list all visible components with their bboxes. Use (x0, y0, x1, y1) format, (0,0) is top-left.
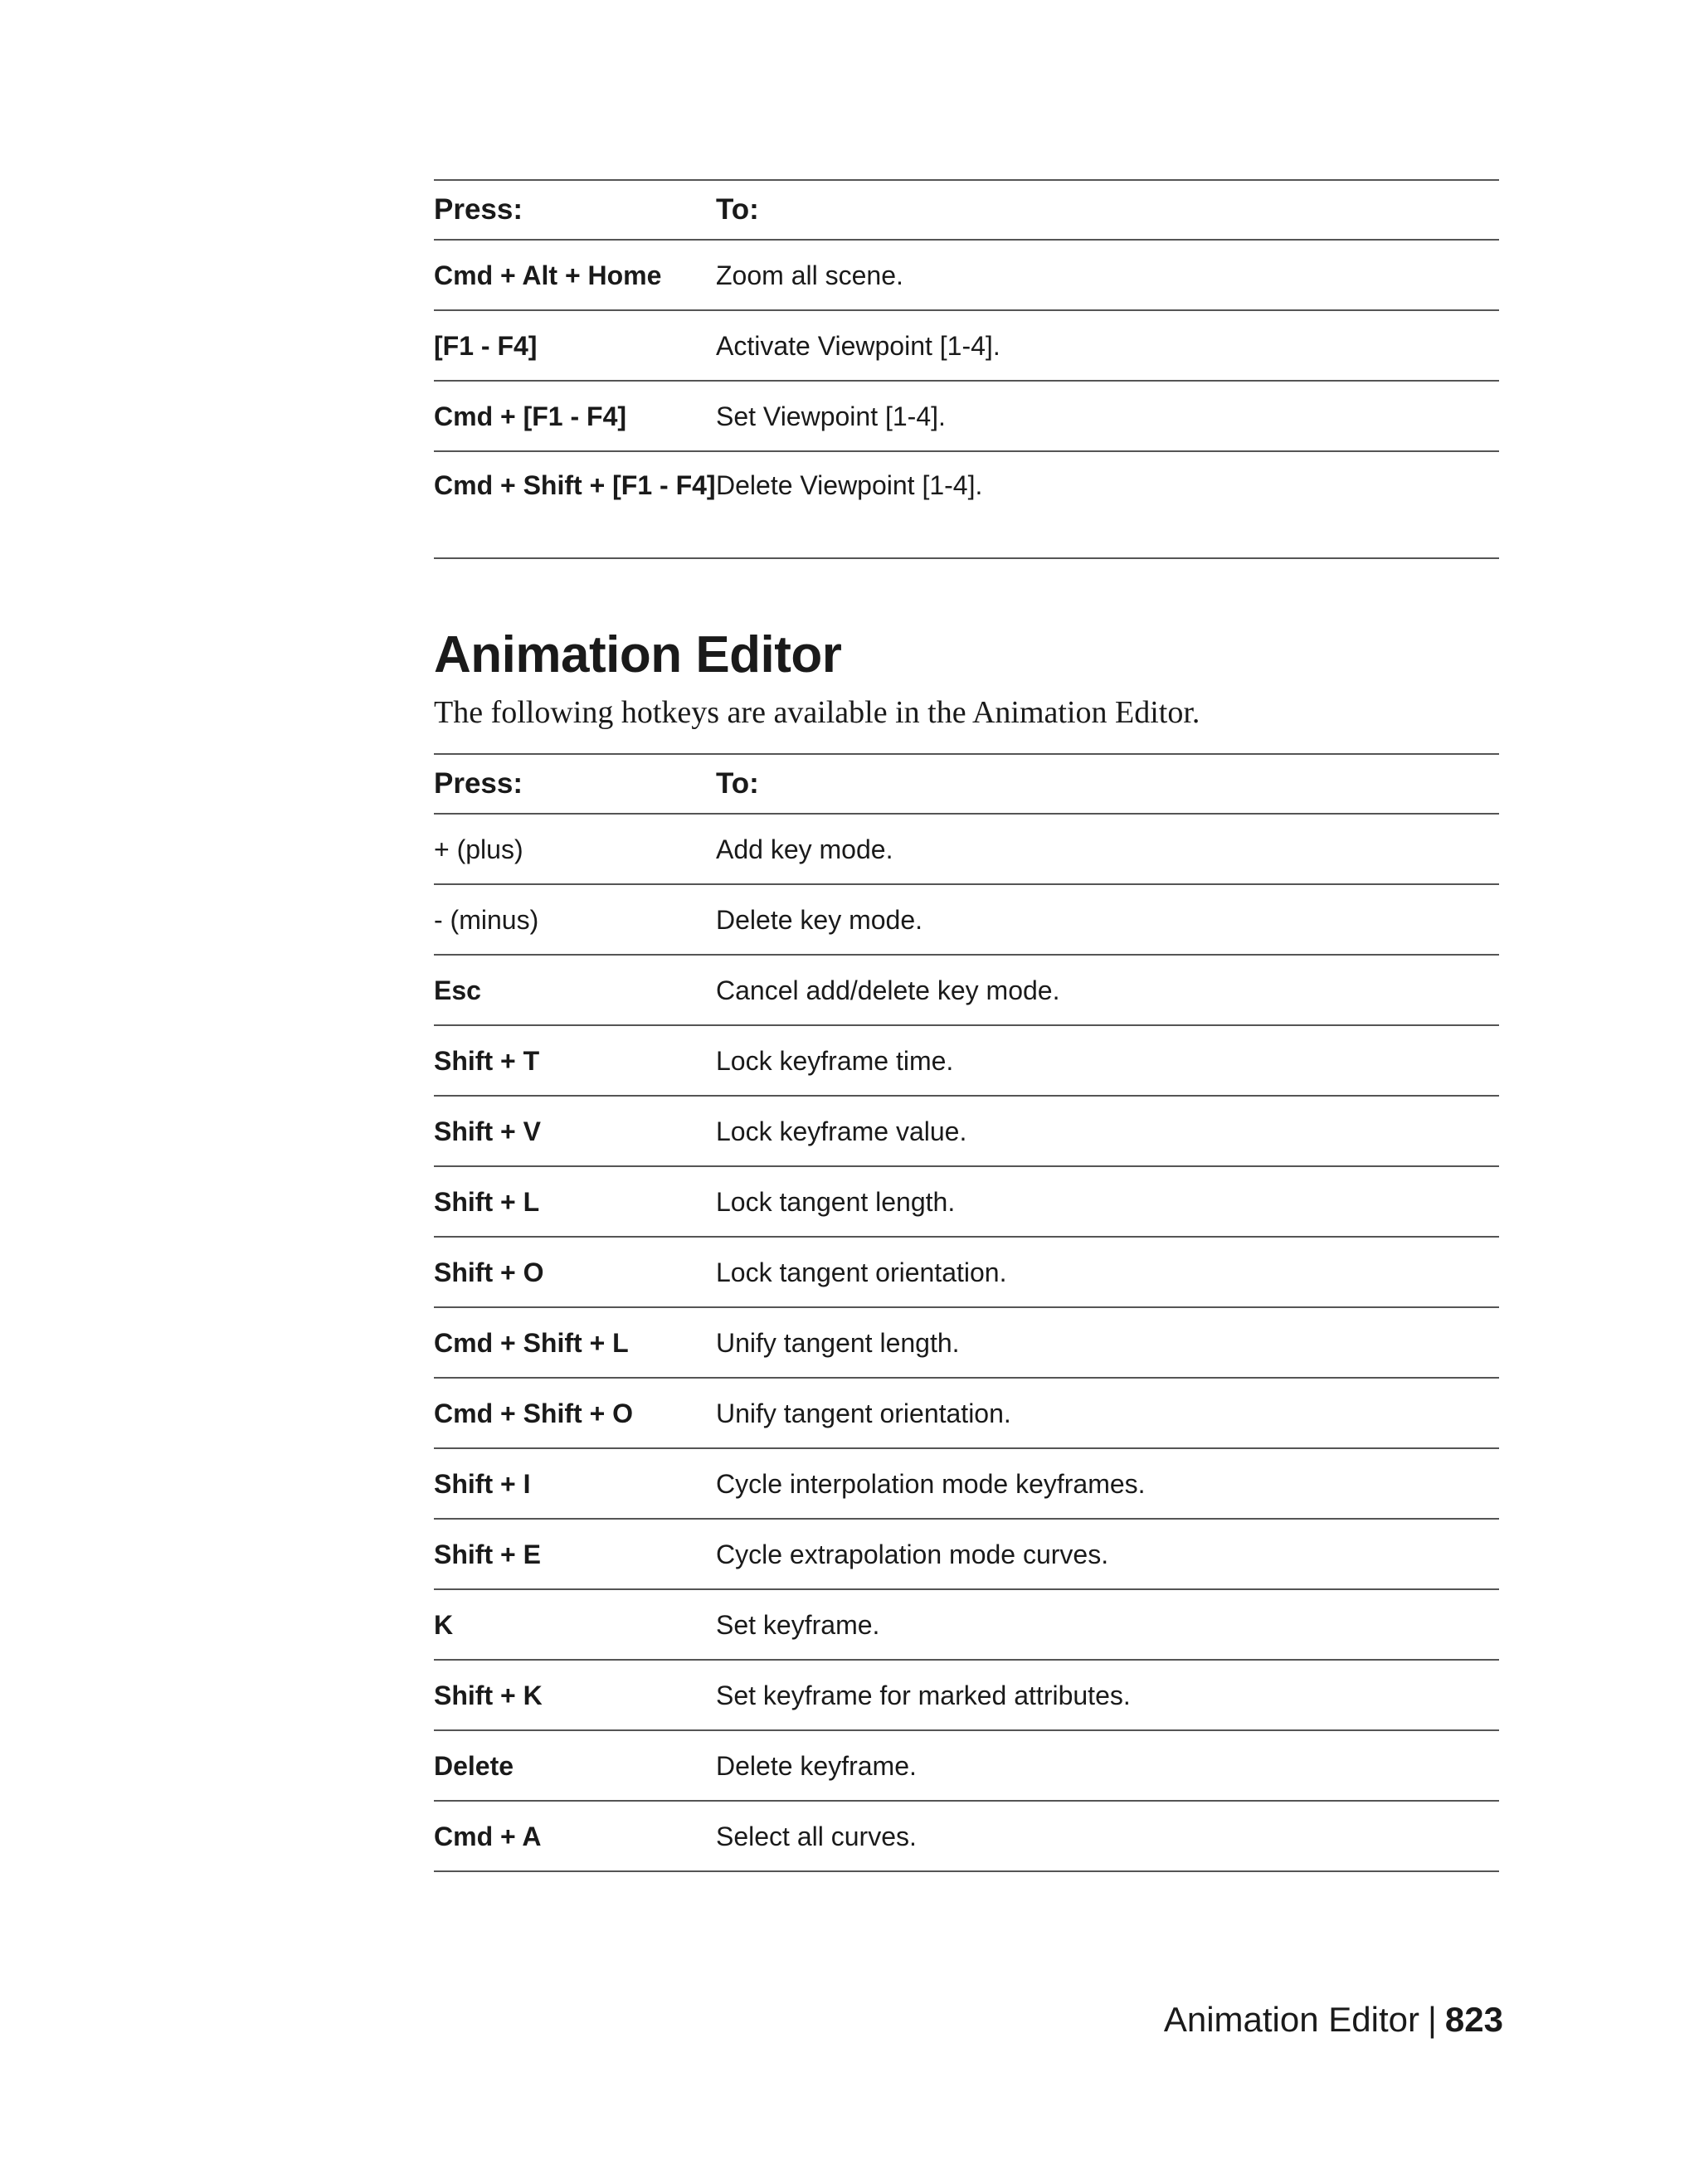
hotkey-cell: Cmd + Shift + [F1 - F4] (434, 451, 716, 558)
table-row (434, 1025, 1499, 1096)
action-cell: Activate Viewpoint [1-4]. (716, 310, 1499, 381)
action-cell: Set Viewpoint [1-4]. (716, 381, 1499, 451)
action-cell: Cycle interpolation mode keyframes. (716, 1448, 1499, 1519)
action-cell: Cycle extrapolation mode curves. (716, 1519, 1499, 1589)
hotkey-cell: Shift + T (434, 1025, 716, 1096)
hotkey-cell: Cmd + Alt + Home (434, 240, 716, 310)
table-row (434, 451, 1499, 558)
hotkey-cell: Shift + O (434, 1237, 716, 1307)
table-row (434, 884, 1499, 955)
hotkey-cell: [F1 - F4] (434, 310, 716, 381)
action-cell: Unify tangent orientation. (716, 1378, 1499, 1448)
table-row (434, 955, 1499, 1025)
table-row (434, 1166, 1499, 1237)
table-row (434, 1660, 1499, 1730)
press-column-header: Press: (434, 754, 716, 814)
hotkey-cell: Shift + V (434, 1096, 716, 1166)
action-cell: Lock tangent length. (716, 1166, 1499, 1237)
action-cell: Unify tangent length. (716, 1307, 1499, 1378)
action-cell: Delete Viewpoint [1-4]. (716, 451, 1499, 558)
page-footer (1164, 1999, 1503, 2041)
hotkey-cell: K (434, 1589, 716, 1660)
table-row (434, 381, 1499, 451)
action-cell: Lock tangent orientation. (716, 1237, 1499, 1307)
press-column-header: Press: (434, 180, 716, 240)
hotkey-cell: Shift + K (434, 1660, 716, 1730)
action-cell: Lock keyframe time. (716, 1025, 1499, 1096)
action-cell: Delete keyframe. (716, 1730, 1499, 1801)
page-content (434, 179, 1499, 1872)
to-column-header: To: (716, 754, 1499, 814)
table-row (434, 1589, 1499, 1660)
hotkey-cell: Esc (434, 955, 716, 1025)
table-row (434, 1378, 1499, 1448)
hotkey-cell: Delete (434, 1730, 716, 1801)
table-row (434, 814, 1499, 884)
table-row (434, 310, 1499, 381)
action-cell: Select all curves. (716, 1801, 1499, 1871)
footer-separator: | (1428, 2000, 1437, 2039)
action-cell: Delete key mode. (716, 884, 1499, 955)
hotkey-cell: - (minus) (434, 884, 716, 955)
section-intro: The following hotkeys are available in the Animation Editor. (434, 695, 1200, 730)
table-row (434, 240, 1499, 310)
hotkey-cell: + (plus) (434, 814, 716, 884)
table-row (434, 1448, 1499, 1519)
hotkey-cell: Cmd + Shift + O (434, 1378, 716, 1448)
table-row (434, 1519, 1499, 1589)
action-cell: Cancel add/delete key mode. (716, 955, 1499, 1025)
table-row (434, 1307, 1499, 1378)
table-row (434, 1730, 1499, 1801)
table-header-row (434, 180, 1499, 240)
hotkey-cell: Shift + L (434, 1166, 716, 1237)
table-header-row (434, 754, 1499, 814)
animation-editor-hotkeys-table (434, 753, 1499, 1872)
hotkey-cell: Cmd + Shift + L (434, 1307, 716, 1378)
viewpoint-hotkeys-table (434, 179, 1499, 559)
action-cell: Add key mode. (716, 814, 1499, 884)
hotkey-cell: Cmd + [F1 - F4] (434, 381, 716, 451)
hotkey-cell: Shift + I (434, 1448, 716, 1519)
action-cell: Set keyframe for marked attributes. (716, 1660, 1499, 1730)
section-title: Animation Editor (434, 626, 842, 683)
to-column-header: To: (716, 180, 1499, 240)
table-row (434, 1096, 1499, 1166)
hotkey-cell: Shift + E (434, 1519, 716, 1589)
action-cell: Zoom all scene. (716, 240, 1499, 310)
hotkey-cell: Cmd + A (434, 1801, 716, 1871)
action-cell: Lock keyframe value. (716, 1096, 1499, 1166)
action-cell: Set keyframe. (716, 1589, 1499, 1660)
page-number: 823 (1444, 2000, 1503, 2039)
table-row (434, 1801, 1499, 1871)
footer-section-name: Animation Editor (1163, 2000, 1419, 2039)
table-row (434, 1237, 1499, 1307)
